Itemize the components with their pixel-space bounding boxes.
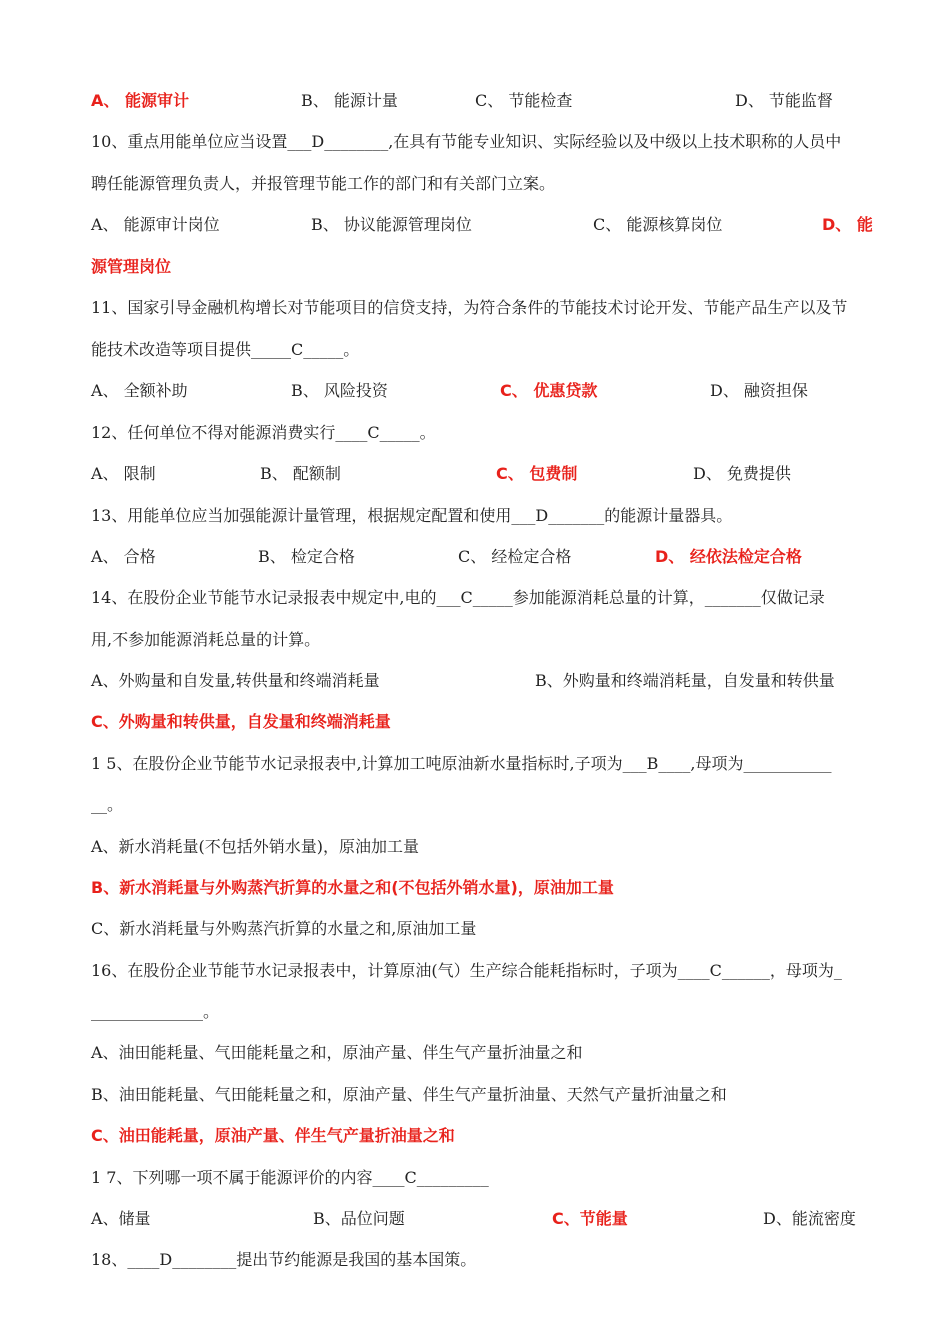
q17-text: 1 7、下列哪一项不属于能源评价的内容 [91,1168,373,1187]
q16-option-b: B、油田能耗量、气田能耗量之和，原油产量、伴生气产量折油量、天然气产量折油量之和 [91,1085,727,1104]
q9-option-b: B、 能源计量 [301,91,398,110]
q14-line1 [91,587,825,609]
q13-option-b: B、 检定合格 [258,547,355,566]
q10-option-b: B、 协议能源管理岗位 [311,215,472,234]
q12-option-d: D、 免费提供 [693,464,791,483]
q9-option-d: D、 节能监督 [735,91,833,110]
q14-text-mid: 参加能源消耗总量的计算， [512,588,705,607]
q11-option-b: B、 风险投资 [291,381,388,400]
q14-blank-2: _______ [704,588,761,607]
q16-line1 [91,960,842,982]
q17-option-d: D、能流密度 [763,1209,856,1228]
q15-line1 [91,753,831,775]
q15-blank-2: ___________ [743,754,832,773]
q11-text: 能技术改造等项目提供 [91,340,252,359]
q17-option-c: C、节能量 [552,1209,628,1228]
q15-text: 1 5、在股份企业节能节水记录报表中,计算加工吨原油新水量指标时,子项为 [91,754,623,773]
q14-blank-1: ___C_____ [436,588,513,607]
q12-option-b: B、 配额制 [260,464,341,483]
q18-blank: ____D________ [127,1250,237,1269]
q13-text: 13、用能单位应当加强能源计量管理，根据规定配置和使用 [91,506,512,525]
q12-option-a: A、 限制 [91,464,156,483]
q17-line [91,1167,489,1189]
q10-blank: ___D________ [287,132,389,151]
q16-option-a: A、油田能耗量、气田能耗量之和，原油产量、伴生气产量折油量之和 [91,1043,583,1062]
q16-option-c: C、油田能耗量，原油产量、伴生气产量折油量之和 [91,1126,455,1145]
q13-text-post: 的能源计量器具。 [604,506,733,525]
q18-text-post: 提出节约能源是我国的基本国策。 [236,1250,477,1269]
q16-blank-2: _ [833,961,842,980]
q9-option-c: C、 节能检查 [475,91,573,110]
q13-blank: ___D_______ [511,506,605,525]
q13-option-c: C、 经检定合格 [458,547,572,566]
q17-option-a: A、储量 [91,1209,151,1228]
q15-option-a: A、新水消耗量(不包括外销水量)，原油加工量 [91,837,420,856]
q16-line2: ______________。 [91,1002,220,1021]
q16-text-mid: ，母项为 [769,961,834,980]
q14-line2: 用,不参加能源消耗总量的计算。 [91,630,321,649]
q17-option-b: B、品位问题 [313,1209,405,1228]
q15-text-mid: ,母项为 [690,754,744,773]
q14-option-a: A、外购量和自发量,转供量和终端消耗量 [91,671,380,690]
q10-option-d: D、 能 [822,215,873,234]
q14-text: 14、在股份企业节能节水记录报表中规定中,电的 [91,588,437,607]
q9-option-a: A、 能源审计 [91,91,189,110]
q12-text-post: 。 [419,423,436,442]
q18-text: 18、 [91,1250,128,1269]
q12-option-c: C、 包费制 [496,464,578,483]
q11-line2 [91,339,359,361]
q12-blank: ____C_____ [335,423,420,442]
q10-text-post: ,在具有节能专业知识、实际经验以及中级以上技术职称的人员中 [388,132,842,151]
q15-blank-1: ___B____ [622,754,691,773]
q18-line [91,1249,476,1271]
q10-line1 [91,131,841,153]
q13-option-a: A、 合格 [91,547,156,566]
q10-line2: 聘任能源管理负责人，并报管理节能工作的部门和有关部门立案。 [91,174,556,193]
q11-line1: 11、国家引导金融机构增长对节能项目的信贷支持，为符合条件的节能技术讨论开发、节能产品生产以及节 [91,298,848,317]
q11-option-c: C、 优惠贷款 [500,381,598,400]
q11-text-post: 。 [343,340,360,359]
q15-option-c: C、新水消耗量与外购蒸汽折算的水量之和,原油加工量 [91,919,477,938]
q14-option-b: B、外购量和终端消耗量，自发量和转供量 [535,671,835,690]
q13-option-d: D、 经依法检定合格 [655,547,802,566]
q10-text: 10、重点用能单位应当设置 [91,132,288,151]
q11-option-a: A、 全额补助 [91,381,188,400]
q16-text: 16、在股份企业节能节水记录报表中，计算原油(气）生产综合能耗指标时，子项为 [91,961,678,980]
q15-line2: __。 [91,795,124,814]
q10-option-d-cont: 源管理岗位 [91,257,172,276]
q14-option-c: C、外购量和转供量，自发量和终端消耗量 [91,712,391,731]
q13-line [91,505,732,527]
q12-text: 12、任何单位不得对能源消费实行 [91,423,336,442]
q11-blank: _____C_____ [251,340,344,359]
q16-blank-1: ____C______ [677,961,770,980]
q10-option-a: A、 能源审计岗位 [91,215,220,234]
q11-option-d: D、 融资担保 [710,381,808,400]
q12-line [91,422,436,444]
q10-option-c: C、 能源核算岗位 [593,215,723,234]
q15-option-b: B、新水消耗量与外购蒸汽折算的水量之和(不包括外销水量)，原油加工量 [91,878,614,897]
q14-text-post: 仅做记录 [760,588,825,607]
q17-blank: ____C_________ [372,1168,489,1187]
